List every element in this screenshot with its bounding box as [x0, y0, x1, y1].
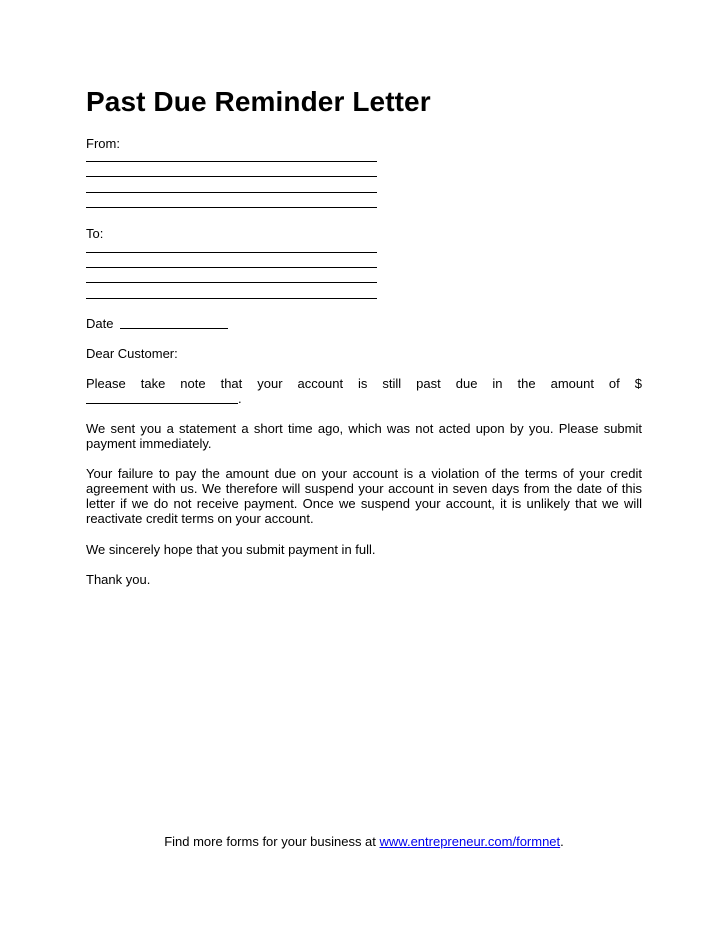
from-line-3 [86, 192, 377, 193]
amount-period: . [238, 391, 242, 406]
date-label: Date [86, 316, 114, 331]
paragraph-hope: We sincerely hope that you submit payment in full. [86, 542, 376, 557]
to-line-1 [86, 252, 377, 253]
greeting: Dear Customer: [86, 346, 178, 361]
to-label: To: [86, 226, 104, 241]
amount-blank [86, 403, 238, 404]
from-label: From: [86, 136, 120, 151]
footer-text: Find more forms for your business at [164, 834, 380, 849]
paragraph-statement: We sent you a statement a short time ago, which was not acted upon by you. Please submit payment immediately. [86, 421, 642, 451]
date-blank [120, 328, 228, 329]
from-line-2 [86, 176, 377, 177]
to-line-3 [86, 282, 377, 283]
paragraph-amount-text: Please take note that your account is still past due in the amount of $ [86, 376, 642, 391]
footer [0, 834, 728, 849]
amount-line [86, 391, 242, 406]
footer-period: . [560, 834, 564, 849]
footer-link[interactable]: www.entrepreneur.com/formnet [379, 834, 561, 849]
from-line-4 [86, 207, 377, 208]
date-row [86, 316, 228, 331]
to-line-4 [86, 298, 377, 299]
closing: Thank you. [86, 572, 151, 587]
page-title: Past Due Reminder Letter [86, 86, 431, 117]
from-line-1 [86, 161, 377, 162]
paragraph-violation: Your failure to pay the amount due on your account is a violation of the terms of your credit agreement with us. We therefore will suspend your account in seven days from the date of this letter if we do not receive payment. Once we suspend your account, it is unlikely that we will reactivate credit terms on your account. [86, 466, 642, 526]
to-line-2 [86, 267, 377, 268]
